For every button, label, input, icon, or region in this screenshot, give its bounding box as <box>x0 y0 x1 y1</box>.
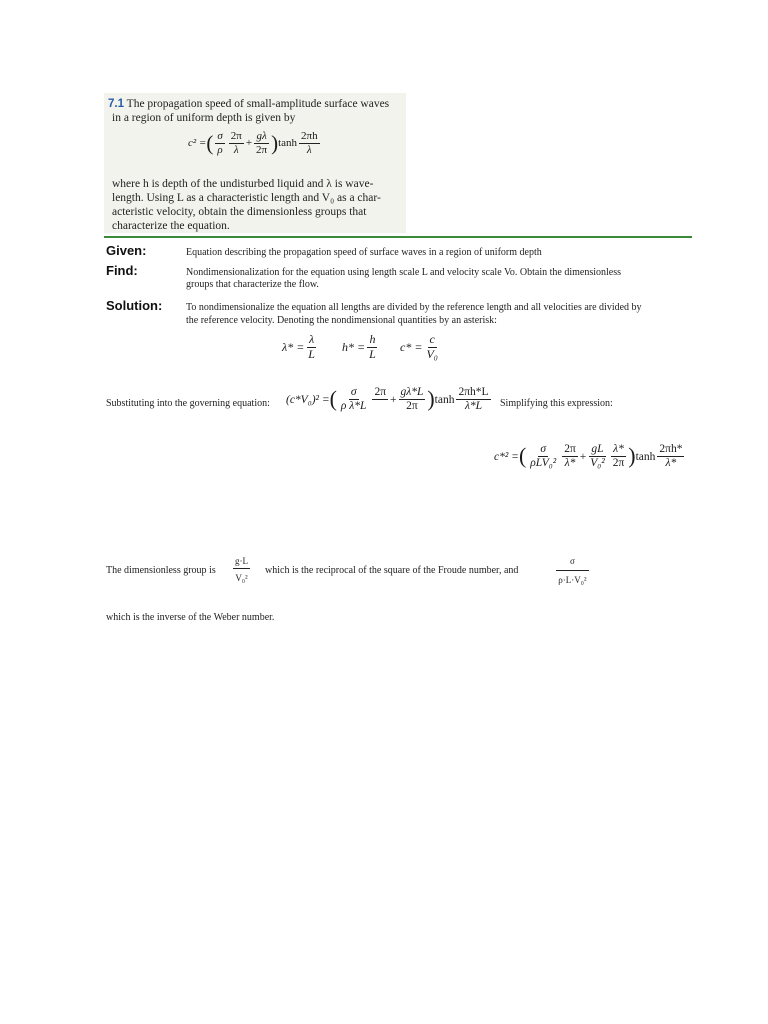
given-label: Given: <box>106 243 147 258</box>
problem-line-3: where h is depth of the undisturbed liquid and λ is wave- <box>112 178 374 190</box>
weber-text: which is the inverse of the Weber number. <box>106 612 275 623</box>
dimensionless-group-text: The dimensionless group is <box>106 565 216 576</box>
substituting-text: Substituting into the governing equation: <box>106 398 270 409</box>
simplified-equation: c*² = ( $\frac{\sigma}{\text{ρLV₀²}}$ $\frac{2\pi}{\lambda*}$ + $\frac{gL}{\text{V₀²}}$ $\frac{\lambda*}{2\pi}$ ) tanh $\frac{2\pi h*}{\lambda*}$ <box>494 443 683 470</box>
problem-equation: c² = ( $\frac{\sigma}{\rho}$ $\frac{2\pi}{\lambda}$ + $\frac{g\lambda}{2\pi}$ ) tanh $\frac{2\pi h}{\lambda}$ <box>188 130 318 156</box>
find-text-line-2: groups that characterize the flow. <box>186 279 319 290</box>
solution-text-line-2: the reference velocity. Denoting the nondimensional quantities by an asterisk: <box>186 315 497 326</box>
problem-line-1: 7.1 The propagation speed of small-amplitude surface waves <box>108 98 390 110</box>
problem-line-6: characterize the equation. <box>112 220 230 232</box>
problem-statement-box <box>104 93 406 233</box>
definition-c-star: c* = $\frac{c}{\text{V₀}}$ <box>400 332 438 361</box>
divider-rule <box>104 236 692 238</box>
find-text-line-1: Nondimensionalization for the equation using length scale L and velocity scale Vo. Obtain the dimensionless <box>186 267 621 278</box>
simplifying-text: Simplifying this expression: <box>500 398 613 409</box>
froude-text: which is the reciprocal of the square of the Froude number, and <box>265 565 519 576</box>
definition-h-star: h* = $\frac{h}{L}$ <box>342 332 376 361</box>
problem-line-2: in a region of uniform depth is given by <box>112 112 296 124</box>
find-label: Find: <box>106 263 138 278</box>
weber-group: $\frac{\sigma}{\text{ρ·L·V₀²}}$ <box>556 556 589 585</box>
substituted-equation: (c*V₀)² = ( $\frac{\sigma}{\text{ρ λ*L}}$ 2π + $\frac{g\lambda*L}{2\pi}$ ) tanh $\frac{2\pi h*L}{\lambda*L}$ <box>286 386 489 413</box>
definition-lambda-star: λ* = $\frac{\lambda}{L}$ <box>282 332 315 361</box>
solution-text-line-1: To nondimensionalize the equation all lengths are divided by the reference length and all velocities are divided by <box>186 302 642 313</box>
problem-line-5: acteristic velocity, obtain the dimensionless groups that <box>112 206 367 218</box>
given-text: Equation describing the propagation speed of surface waves in a region of uniform depth <box>186 247 542 258</box>
froude-group: $\frac{g\cdot L}{\text{V₀²}}$ <box>235 556 248 583</box>
problem-number: 7.1 <box>108 98 124 110</box>
problem-line-4: length. Using L as a characteristic length and V₀ as a char- <box>112 192 381 204</box>
solution-label: Solution: <box>106 298 163 313</box>
